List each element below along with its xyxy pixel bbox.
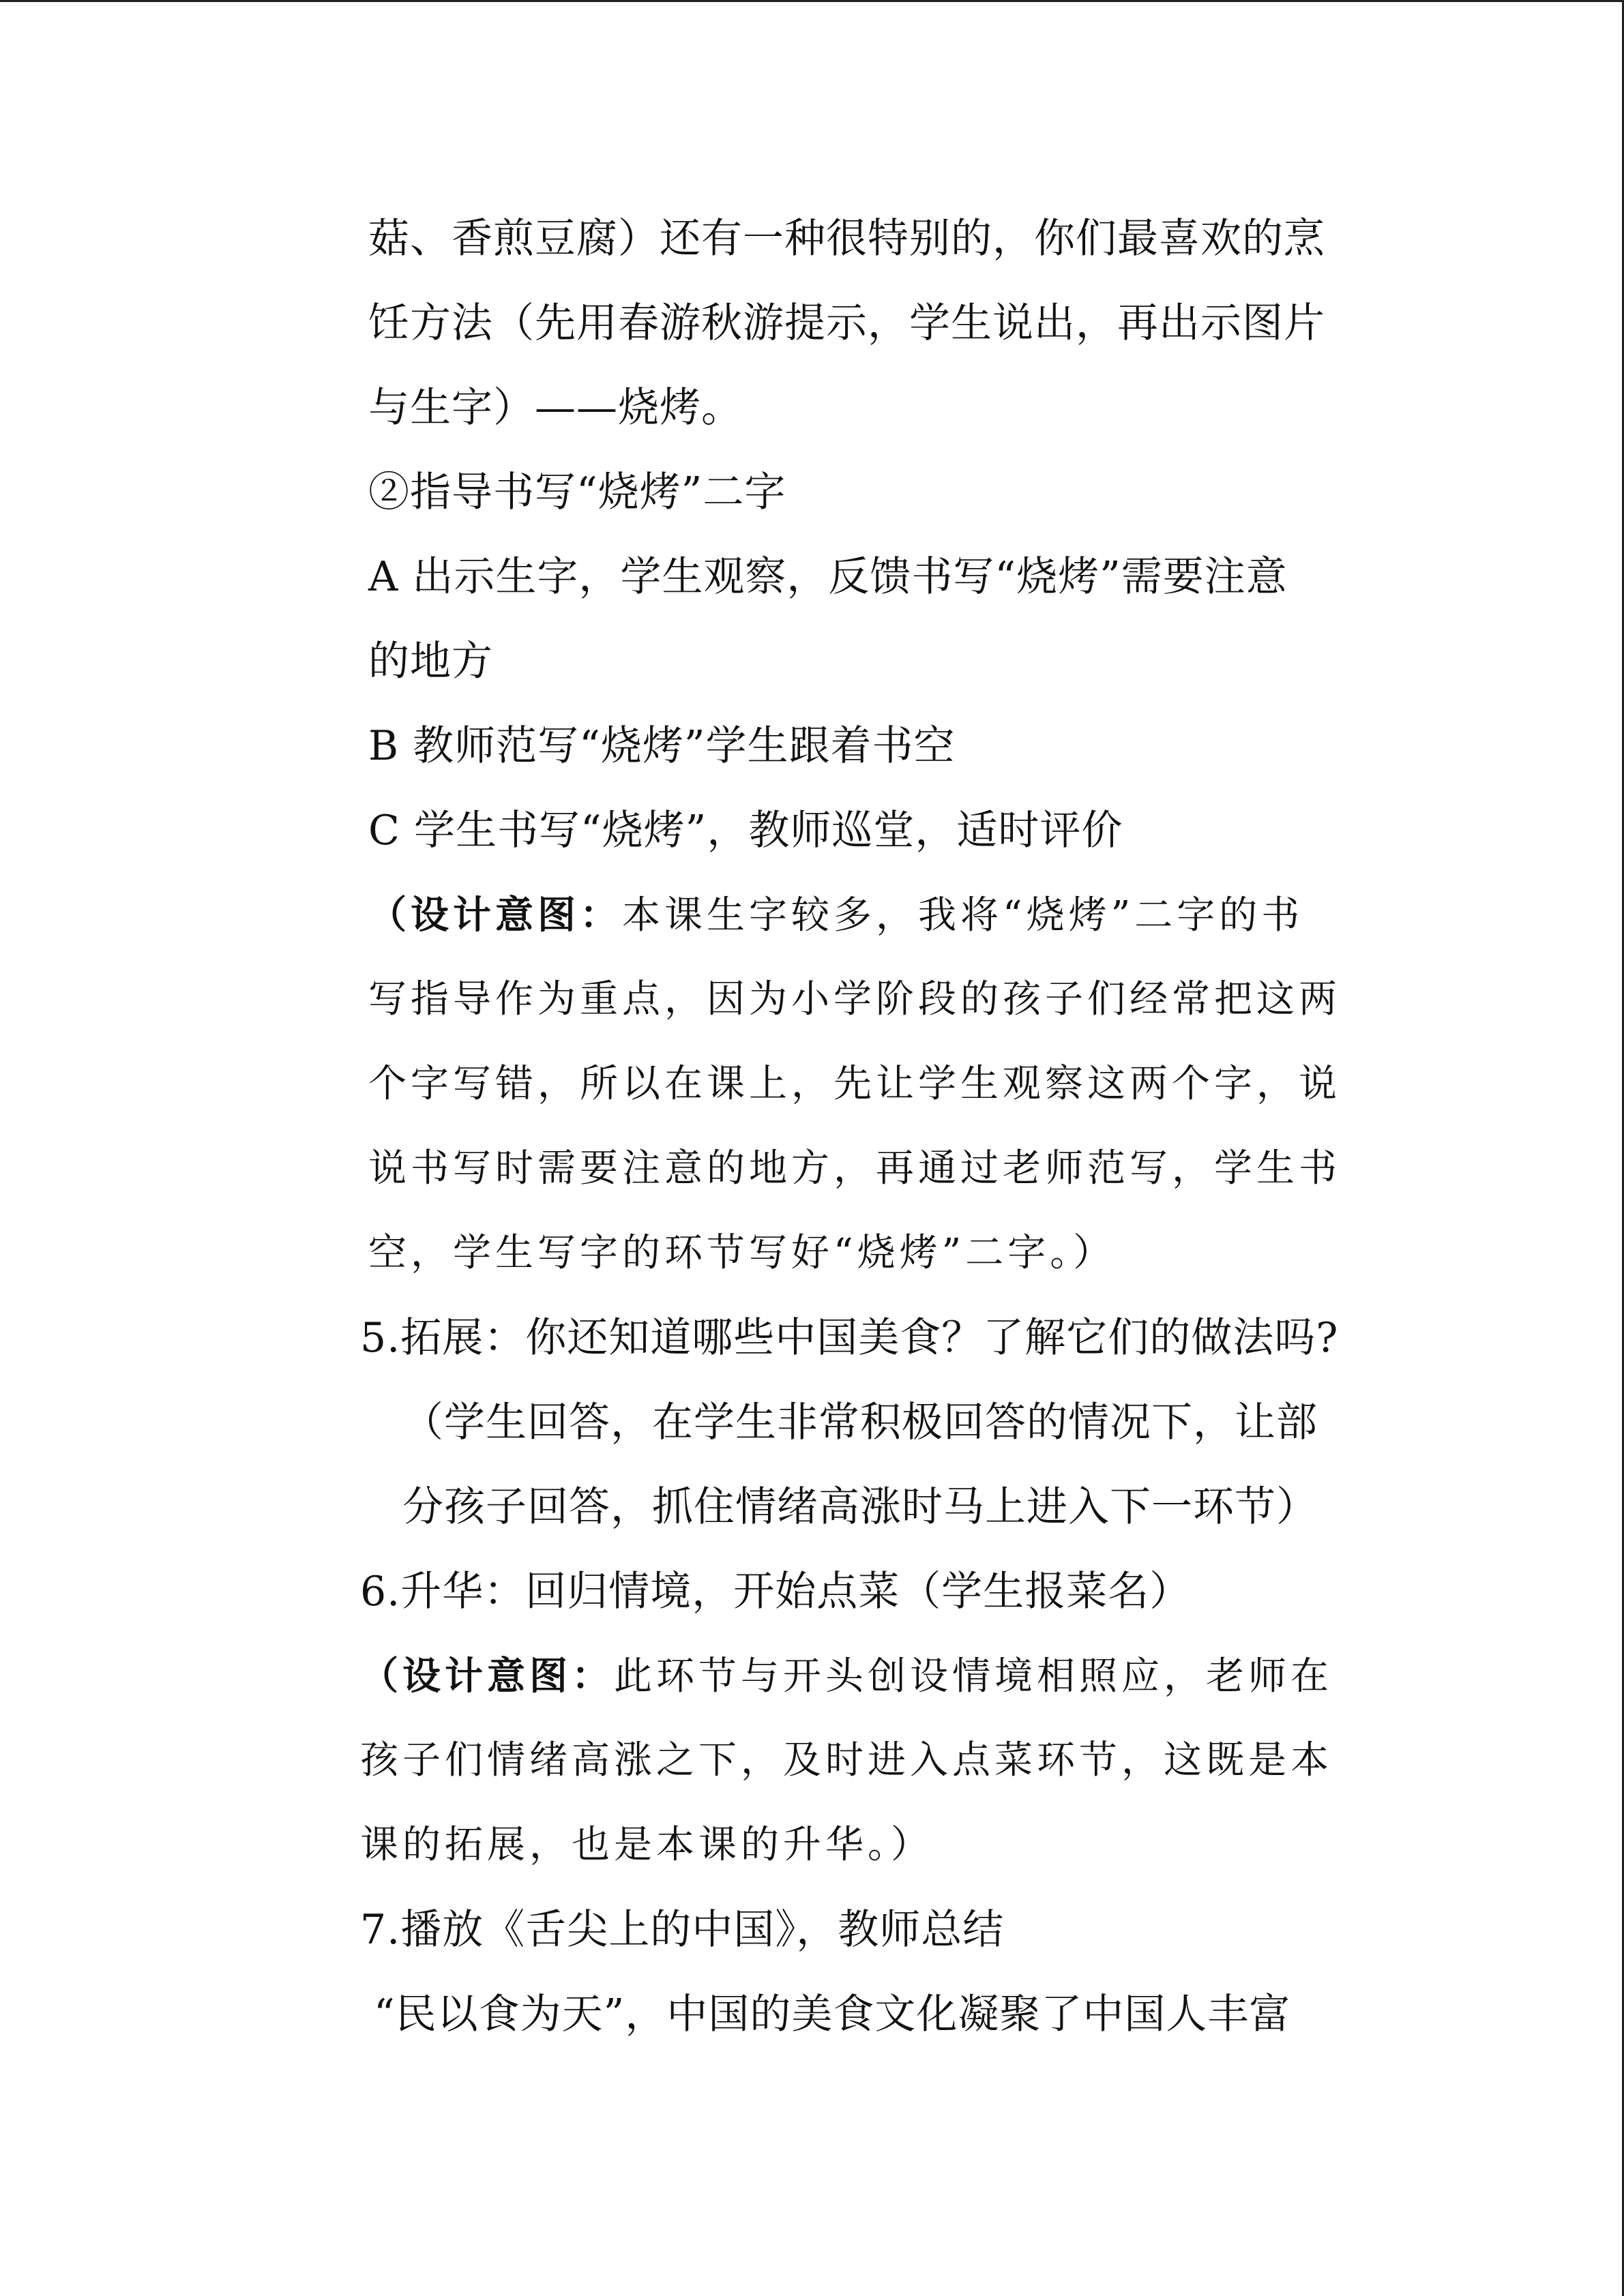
- design-intent-line: [368, 888, 1303, 942]
- line-text: 课的拓展，也是本课的升华。）: [360, 1823, 933, 1867]
- design-intent-label: （设计意图：: [368, 893, 622, 938]
- line-text: 孩子们情绪高涨之下，及时进入点菜环节，这既是本: [360, 1738, 1333, 1783]
- line-text: 本课生字较多，我将“烧烤”二字的书: [622, 893, 1304, 938]
- line-text: B 教师范写“烧烤”学生跟着书空: [368, 722, 956, 770]
- design-intent-line: [368, 1226, 1115, 1281]
- paragraph-line: [360, 1903, 1004, 1957]
- line-text: 饪方法（先用春游秋游提示，学生说出，再出示图片: [368, 299, 1325, 347]
- line-text: “民以食为天”，中国的美食文化凝聚了中国人丰富: [374, 1991, 1291, 2038]
- design-intent-line: [360, 1818, 933, 1873]
- line-text: ②指导书写“烧烤”二字: [368, 468, 786, 516]
- design-intent-line: [368, 1142, 1341, 1196]
- paragraph-line: [402, 1395, 1318, 1450]
- line-text: C 学生书写“烧烤”，教师巡堂，适时评价: [368, 807, 1123, 854]
- paragraph-line: [368, 550, 1288, 604]
- line-text: A 出示生字，学生观察，反馈书写“烧烤”需要注意: [368, 553, 1288, 601]
- paragraph-line: [368, 381, 743, 435]
- line-text: 的地方: [368, 638, 493, 685]
- paragraph-line: [368, 719, 956, 773]
- line-text: 6.升华：回归情境，开始点菜（学生报菜名）: [360, 1568, 1192, 1615]
- paragraph-line: [368, 803, 1123, 858]
- paragraph-line: [360, 1564, 1191, 1619]
- line-text: 说书写时需要注意的地方，再通过老师范写，学生书: [368, 1146, 1341, 1191]
- paragraph-line: [374, 1987, 1290, 2042]
- line-text: 个字写错，所以在课上，先让学生观察这两个字，说: [368, 1062, 1341, 1106]
- line-text: 写指导作为重点，因为小学阶段的孩子们经常把这两: [368, 977, 1341, 1022]
- line-text: 分孩子回答，抓住情绪高涨时马上进入下一环节）: [402, 1483, 1318, 1531]
- line-text: 5.拓展：你还知道哪些中国美食？了解它们的做法吗?: [360, 1314, 1339, 1362]
- design-intent-line: [360, 1649, 1333, 1703]
- line-text: 空，学生写字的环节写好“烧烤”二字。）: [368, 1231, 1116, 1275]
- paragraph-line: [368, 465, 786, 520]
- design-intent-line: [368, 1057, 1341, 1112]
- paragraph-line: [368, 296, 1325, 351]
- line-text: 菇、香煎豆腐）还有一种很特别的，你们最喜欢的烹: [368, 215, 1325, 263]
- paragraph-line: [360, 1311, 1338, 1365]
- design-intent-label: （设计意图：: [360, 1654, 614, 1699]
- paragraph-line: [368, 211, 1325, 266]
- design-intent-line: [368, 972, 1341, 1027]
- paragraph-line: [368, 634, 493, 689]
- line-text: 与生字）——烧烤。: [368, 384, 743, 432]
- paragraph-line: [402, 1480, 1318, 1534]
- design-intent-line: [360, 1733, 1333, 1788]
- line-text: （学生回答，在学生非常积极回答的情况下，让部: [402, 1399, 1318, 1446]
- line-text: 此环节与开头创设情境相照应，老师在: [614, 1654, 1333, 1699]
- line-text: 7.播放《舌尖上的中国》，教师总结: [360, 1906, 1005, 1954]
